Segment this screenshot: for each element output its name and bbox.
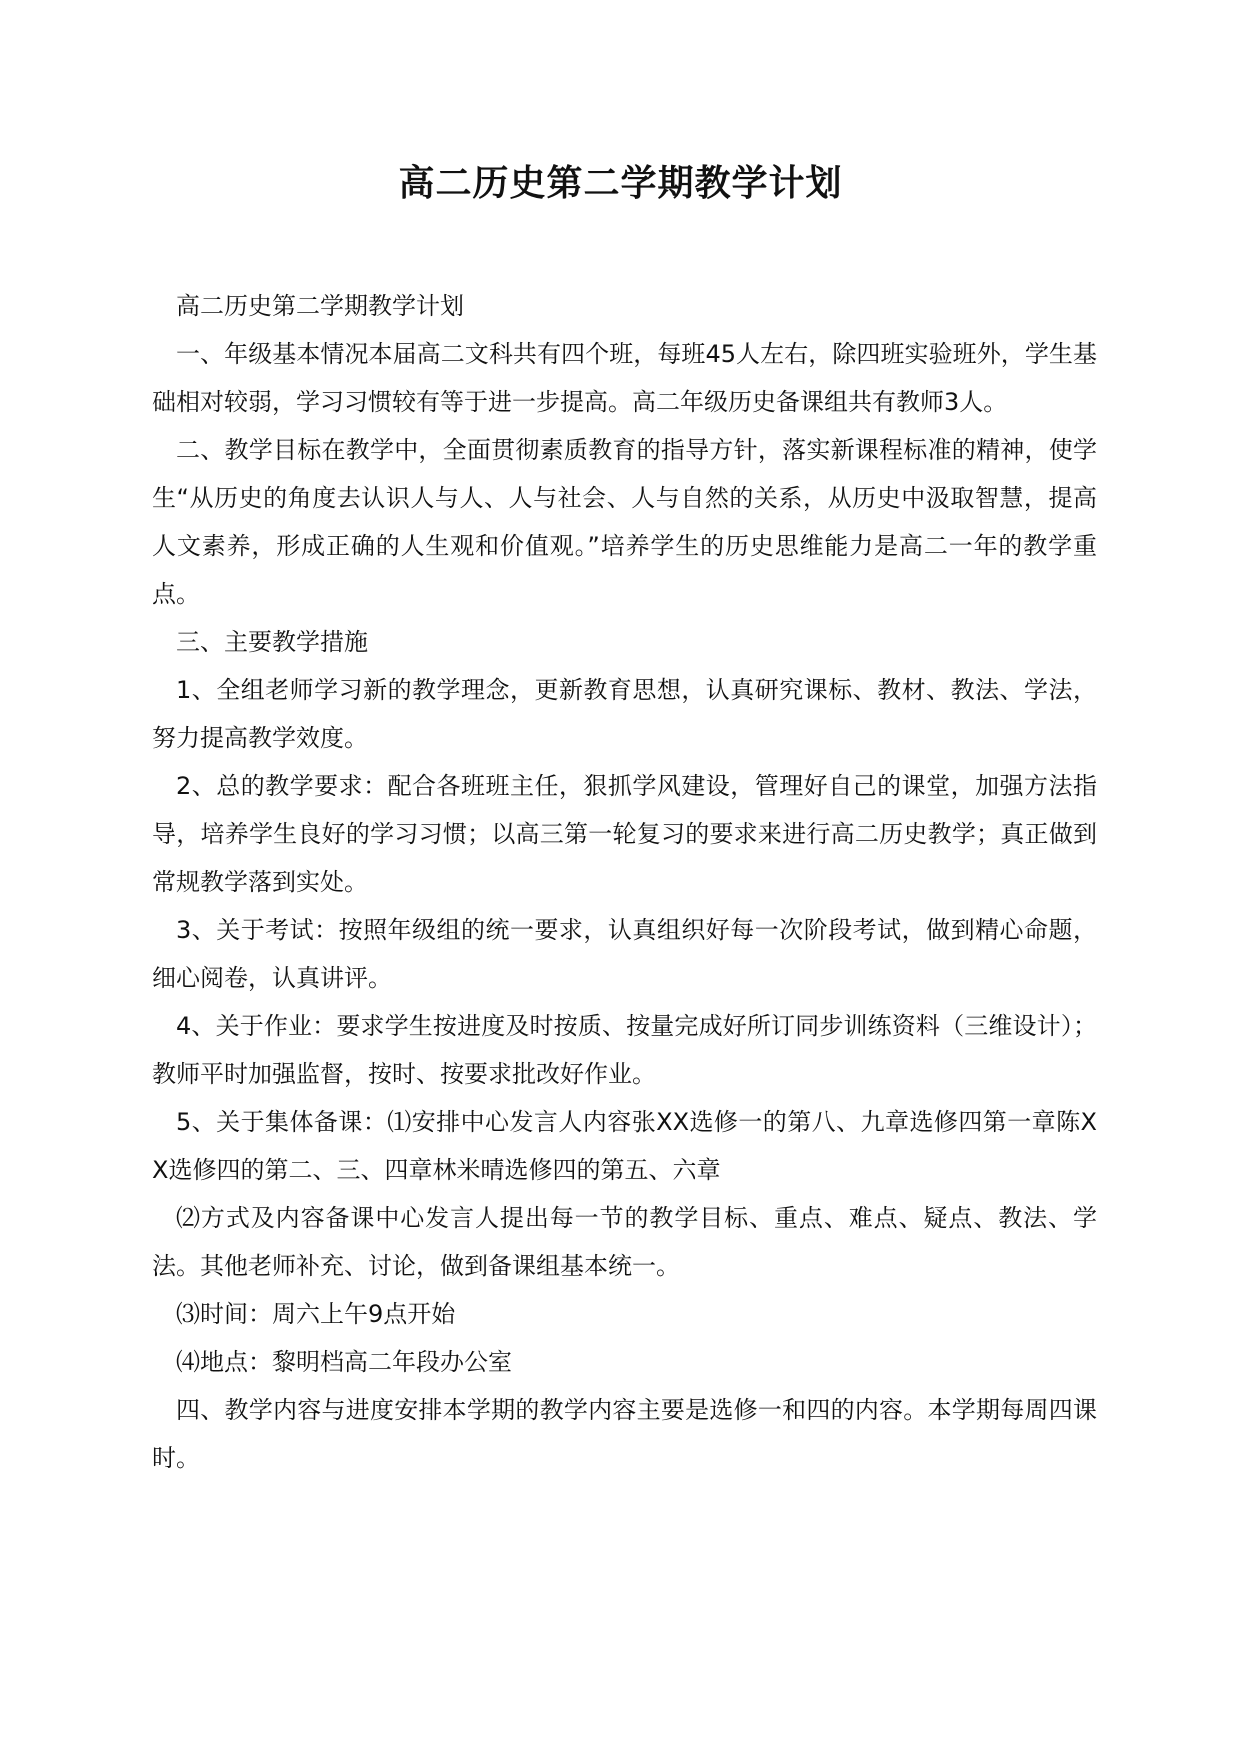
paragraph-heading: 高二历史第二学期教学计划 <box>176 292 464 320</box>
paragraph-measure-5-location: ⑷地点：黎明档高二年段办公室 <box>176 1348 512 1376</box>
paragraph-measure-5-time: ⑶时间：周六上午9点开始 <box>176 1300 456 1328</box>
paragraph-measure-5: 5、关于集体备课：⑴安排中心发言人内容张XX选修一的第八、九章选修四第一章陈XX选修四的第二、三、四章林米晴选修四的第五、六章 <box>152 1108 1097 1184</box>
paragraph-measure-2: 2、总的教学要求：配合各班班主任，狠抓学风建设，管理好自己的课堂，加强方法指导，培养学生良好的学习习惯；以高三第一轮复习的要求来进行高二历史教学；真正做到常规教学落到实处。 <box>152 772 1097 896</box>
paragraph-grade-situation: 一、年级基本情况本届高二文科共有四个班，每班45人左右，除四班实验班外，学生基础相对较弱，学习习惯较有等于进一步提高。高二年级历史备课组共有教师3人。 <box>152 340 1097 416</box>
paragraph-measure-3: 3、关于考试：按照年级组的统一要求，认真组织好每一次阶段考试，做到精心命题，细心阅卷，认真讲评。 <box>152 916 1097 992</box>
document-title: 高二历史第二学期教学计划 <box>398 163 843 204</box>
paragraph-teaching-goals: 二、教学目标在教学中，全面贯彻素质教育的指导方针，落实新课程标准的精神，使学生“从历史的角度去认识人与人、人与社会、人与自然的关系，从历史中汲取智慧，提高人文素养，形成正确的人生观和价值观。”培养学生的历史思维能力是高二一年的教学重点。 <box>152 436 1097 608</box>
paragraph-measure-1: 1、全组老师学习新的教学理念，更新教育思想，认真研究课标、教材、教法、学法，努力提高教学效度。 <box>152 676 1097 752</box>
document-body <box>152 282 1097 1482</box>
paragraph-main-measures-heading: 三、主要教学措施 <box>176 628 368 656</box>
paragraph-measure-4: 4、关于作业：要求学生按进度及时按质、按量完成好所订同步训练资料（三维设计）；教师平时加强监督，按时、按要求批改好作业。 <box>152 1012 1097 1088</box>
paragraph-content-schedule: 四、教学内容与进度安排本学期的教学内容主要是选修一和四的内容。本学期每周四课时。 <box>152 1396 1097 1472</box>
paragraph-measure-5-method: ⑵方式及内容备课中心发言人提出每一节的教学目标、重点、难点、疑点、教法、学法。其他老师补充、讨论，做到备课组基本统一。 <box>152 1204 1097 1280</box>
